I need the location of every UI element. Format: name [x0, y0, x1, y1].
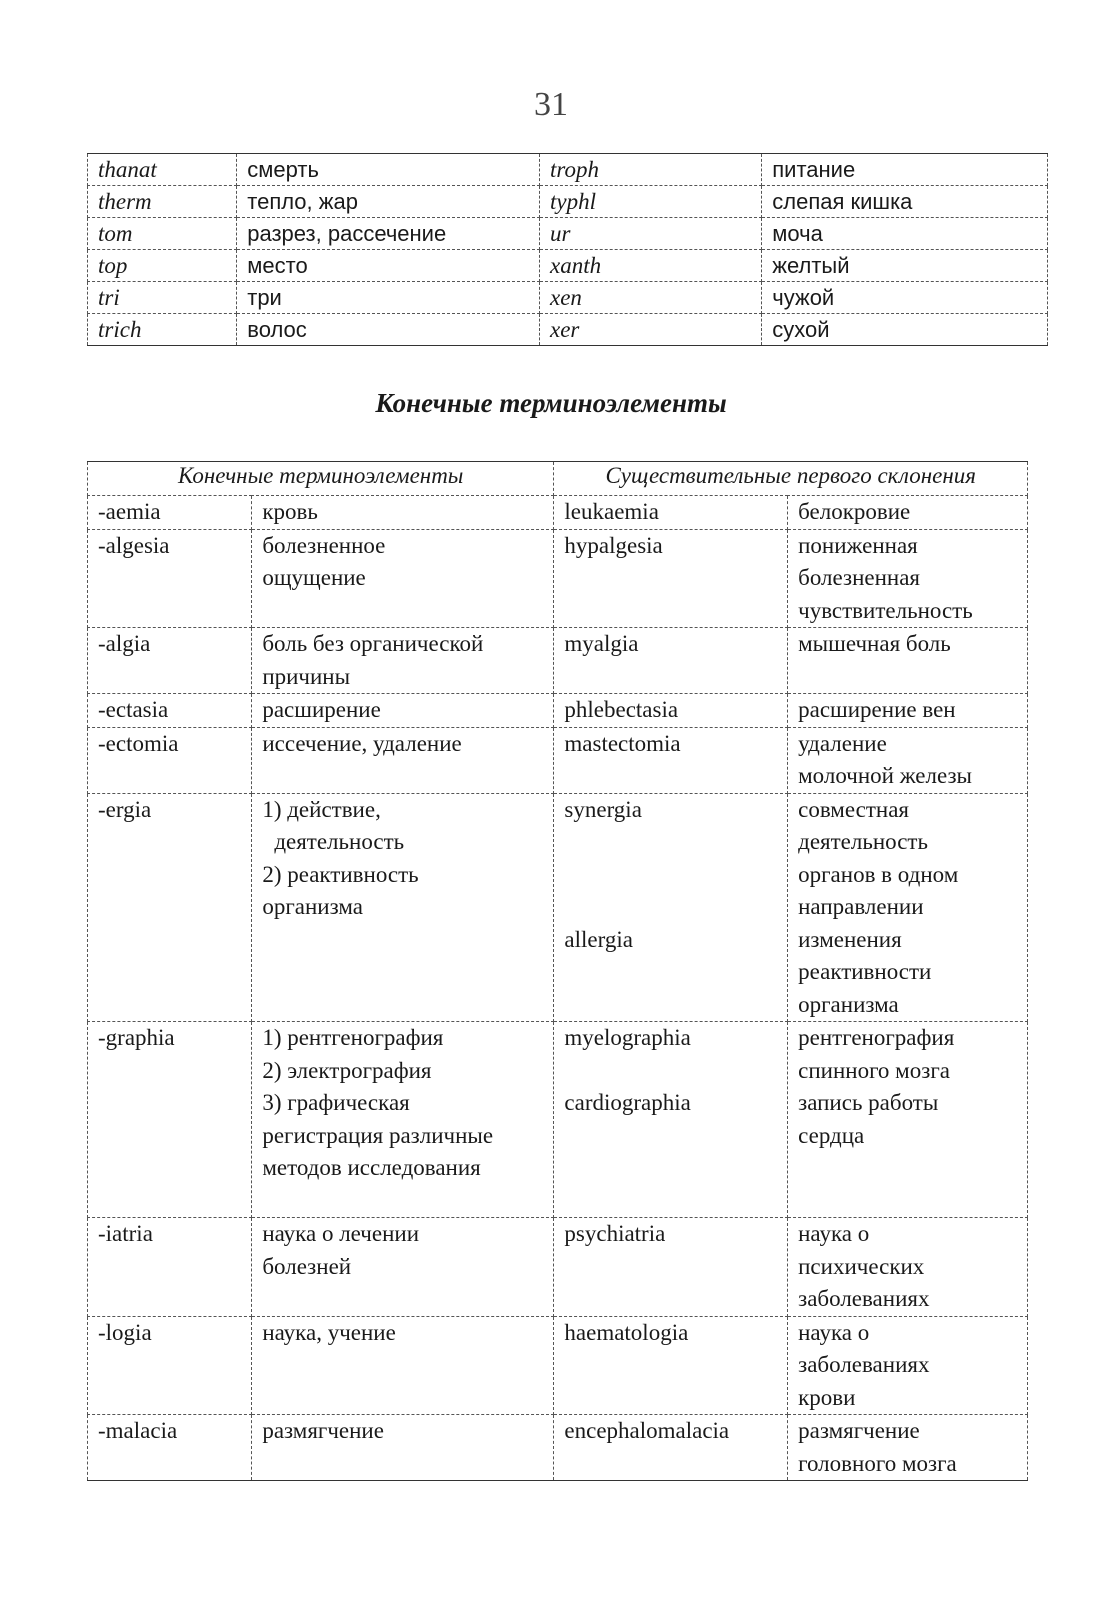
element-meaning-line: болезней — [262, 1253, 352, 1279]
term-latin: top — [88, 250, 237, 282]
element-meaning — [252, 1218, 554, 1317]
element-meaning — [252, 1316, 554, 1415]
example-translation — [788, 1415, 1028, 1481]
example-noun-line: mastectomia — [564, 730, 681, 756]
example-translation-line: пониженная — [798, 532, 918, 558]
element-meaning-line: организма — [262, 894, 363, 919]
element-meaning — [252, 694, 554, 728]
term-latin: ur — [540, 218, 762, 250]
example-translation-line: сердца — [798, 1122, 865, 1148]
example-translation-line: молочной железы — [798, 763, 972, 788]
example-noun-line: synergia — [564, 796, 642, 822]
example-translation — [788, 1022, 1028, 1218]
table-row — [88, 529, 1028, 628]
table-row — [88, 1218, 1028, 1317]
example-translation-line: запись работы — [798, 1090, 939, 1115]
table-row — [88, 496, 1028, 530]
example-translation-line: болезненная — [798, 565, 920, 590]
term-latin: troph — [540, 154, 762, 186]
section-title: Конечные терминоэлементы — [375, 388, 727, 418]
element-meaning-line: боль без органической — [262, 631, 484, 656]
element-meaning-line: размягчение — [262, 1418, 384, 1443]
header-terminal-elements: Конечные терминоэлементы — [88, 462, 554, 496]
example-noun — [554, 1022, 788, 1218]
element-meaning-line: иссечение, удаление — [262, 730, 462, 756]
example-noun-line: allergia — [564, 926, 633, 952]
term-latin: typhl — [540, 186, 762, 218]
example-noun — [554, 496, 788, 530]
element-meaning-line: деятельность — [274, 829, 405, 854]
terminal-element: -algesia — [88, 529, 252, 628]
example-noun-line: phlebectasia — [564, 697, 679, 722]
example-translation-line: совместная — [798, 796, 909, 822]
terminal-element: -graphia — [88, 1022, 252, 1218]
element-meaning-line: методов исследования — [262, 1155, 481, 1180]
example-noun — [554, 529, 788, 628]
element-meaning-line: 2) электрография — [262, 1057, 432, 1083]
example-translation-line: наука о — [798, 1319, 870, 1345]
example-noun — [554, 628, 788, 694]
element-meaning — [252, 1022, 554, 1218]
table-row — [88, 250, 1048, 282]
example-translation-line: расширение вен — [798, 697, 956, 722]
example-translation-line: изменения — [798, 926, 902, 952]
element-meaning — [252, 496, 554, 530]
element-meaning-line — [262, 1185, 543, 1218]
term-russian: место — [237, 250, 540, 282]
term-latin: thanat — [88, 154, 237, 186]
example-noun — [554, 727, 788, 793]
term-russian: три — [237, 282, 540, 314]
example-translation-line: белокровие — [798, 499, 911, 524]
table-row — [88, 154, 1048, 186]
element-meaning-line: наука, учение — [262, 1319, 396, 1345]
term-russian: чужой — [762, 282, 1048, 314]
example-translation-line: размягчение — [798, 1418, 920, 1443]
element-meaning-line: ощущение — [262, 565, 366, 590]
example-noun-line — [564, 826, 777, 859]
term-latin: xanth — [540, 250, 762, 282]
example-noun-line: myelographia — [564, 1025, 691, 1050]
term-russian: сухой — [762, 314, 1048, 346]
element-meaning-line: причины — [262, 663, 351, 689]
term-latin: therm — [88, 186, 237, 218]
element-meaning-line: кровь — [262, 499, 318, 524]
term-russian: разрез, рассечение — [237, 218, 540, 250]
example-noun — [554, 1415, 788, 1481]
example-noun-line: cardiographia — [564, 1090, 691, 1115]
term-latin: trich — [88, 314, 237, 346]
example-noun-line — [564, 1055, 777, 1088]
terminal-element: -ectasia — [88, 694, 252, 728]
table-row — [88, 314, 1048, 346]
terms-table-top — [87, 153, 1048, 346]
example-noun — [554, 1218, 788, 1317]
example-translation — [788, 496, 1028, 530]
example-translation — [788, 1316, 1028, 1415]
term-latin: tom — [88, 218, 237, 250]
table-row — [88, 186, 1048, 218]
element-meaning-line: расширение — [262, 697, 381, 722]
example-noun-line: leukaemia — [564, 499, 659, 524]
example-translation-line: чувствительность — [798, 597, 973, 623]
table-row — [88, 1022, 1028, 1218]
table-row — [88, 628, 1028, 694]
terminal-element: -aemia — [88, 496, 252, 530]
terminal-element: -iatria — [88, 1218, 252, 1317]
example-translation-line: заболеваниях — [798, 1352, 930, 1377]
example-noun-line — [564, 891, 777, 924]
table-row — [88, 793, 1028, 1022]
table-row — [88, 282, 1048, 314]
example-translation — [788, 793, 1028, 1022]
example-translation-line: направлении — [798, 894, 924, 919]
term-russian: питание — [762, 154, 1048, 186]
element-meaning — [252, 727, 554, 793]
example-noun-line — [564, 859, 777, 892]
element-meaning — [252, 793, 554, 1022]
example-translation-line: наука о — [798, 1221, 870, 1246]
example-translation-line: заболеваниях — [798, 1286, 930, 1311]
element-meaning — [252, 529, 554, 628]
term-latin: tri — [88, 282, 237, 314]
example-translation-line: удаление — [798, 730, 887, 756]
element-meaning-line: 2) реактивность — [262, 861, 419, 887]
table-row — [88, 1316, 1028, 1415]
example-noun-line: myalgia — [564, 631, 639, 656]
term-russian: желтый — [762, 250, 1048, 282]
header-first-declension-nouns: Существительные первого склонения — [554, 462, 1028, 496]
element-meaning-line: 1) действие, — [262, 796, 381, 822]
example-noun-line: psychiatria — [564, 1221, 666, 1246]
example-translation — [788, 694, 1028, 728]
term-latin: xen — [540, 282, 762, 314]
table-header-row — [88, 462, 1028, 496]
element-meaning — [252, 628, 554, 694]
example-noun-line: hypalgesia — [564, 532, 663, 558]
example-translation-line: крови — [798, 1384, 856, 1410]
terminal-element: -ergia — [88, 793, 252, 1022]
term-russian: смерть — [237, 154, 540, 186]
terminal-element: -algia — [88, 628, 252, 694]
example-translation-line: рентгенография — [798, 1025, 955, 1050]
terminal-element: -ectomia — [88, 727, 252, 793]
example-noun — [554, 694, 788, 728]
page-number: 31 — [534, 86, 568, 123]
example-translation-line: организма — [798, 991, 899, 1017]
table-row — [88, 727, 1028, 793]
table-row — [88, 694, 1028, 728]
table-row — [88, 218, 1048, 250]
example-translation-line: головного мозга — [798, 1450, 957, 1476]
terminal-elements-table — [87, 461, 1028, 1481]
example-translation — [788, 628, 1028, 694]
example-translation — [788, 529, 1028, 628]
element-meaning-line: болезненное — [262, 532, 386, 558]
example-translation — [788, 1218, 1028, 1317]
element-meaning-line: 3) графическая — [262, 1090, 410, 1115]
example-noun — [554, 793, 788, 1022]
example-translation-line: психических — [798, 1253, 925, 1279]
term-russian: моча — [762, 218, 1048, 250]
example-translation-line: органов в одном — [798, 861, 959, 887]
table-row — [88, 1415, 1028, 1481]
example-noun-line: encephalomalacia — [564, 1418, 730, 1443]
term-latin: xer — [540, 314, 762, 346]
example-translation-line: реактивности — [798, 959, 932, 984]
element-meaning-line: регистрация различные — [262, 1122, 494, 1148]
example-translation-line: спинного мозга — [798, 1057, 950, 1083]
example-translation — [788, 727, 1028, 793]
terminal-element: -logia — [88, 1316, 252, 1415]
example-translation-line: мышечная боль — [798, 631, 951, 656]
element-meaning-line: наука о лечении — [262, 1221, 420, 1246]
element-meaning-line: 1) рентгенография — [262, 1025, 444, 1050]
terminal-element: -malacia — [88, 1415, 252, 1481]
term-russian: тепло, жар — [237, 186, 540, 218]
term-russian: волос — [237, 314, 540, 346]
term-russian: слепая кишка — [762, 186, 1048, 218]
example-noun — [554, 1316, 788, 1415]
example-noun-line: haematologia — [564, 1319, 689, 1345]
element-meaning — [252, 1415, 554, 1481]
example-translation-line: деятельность — [798, 829, 928, 854]
